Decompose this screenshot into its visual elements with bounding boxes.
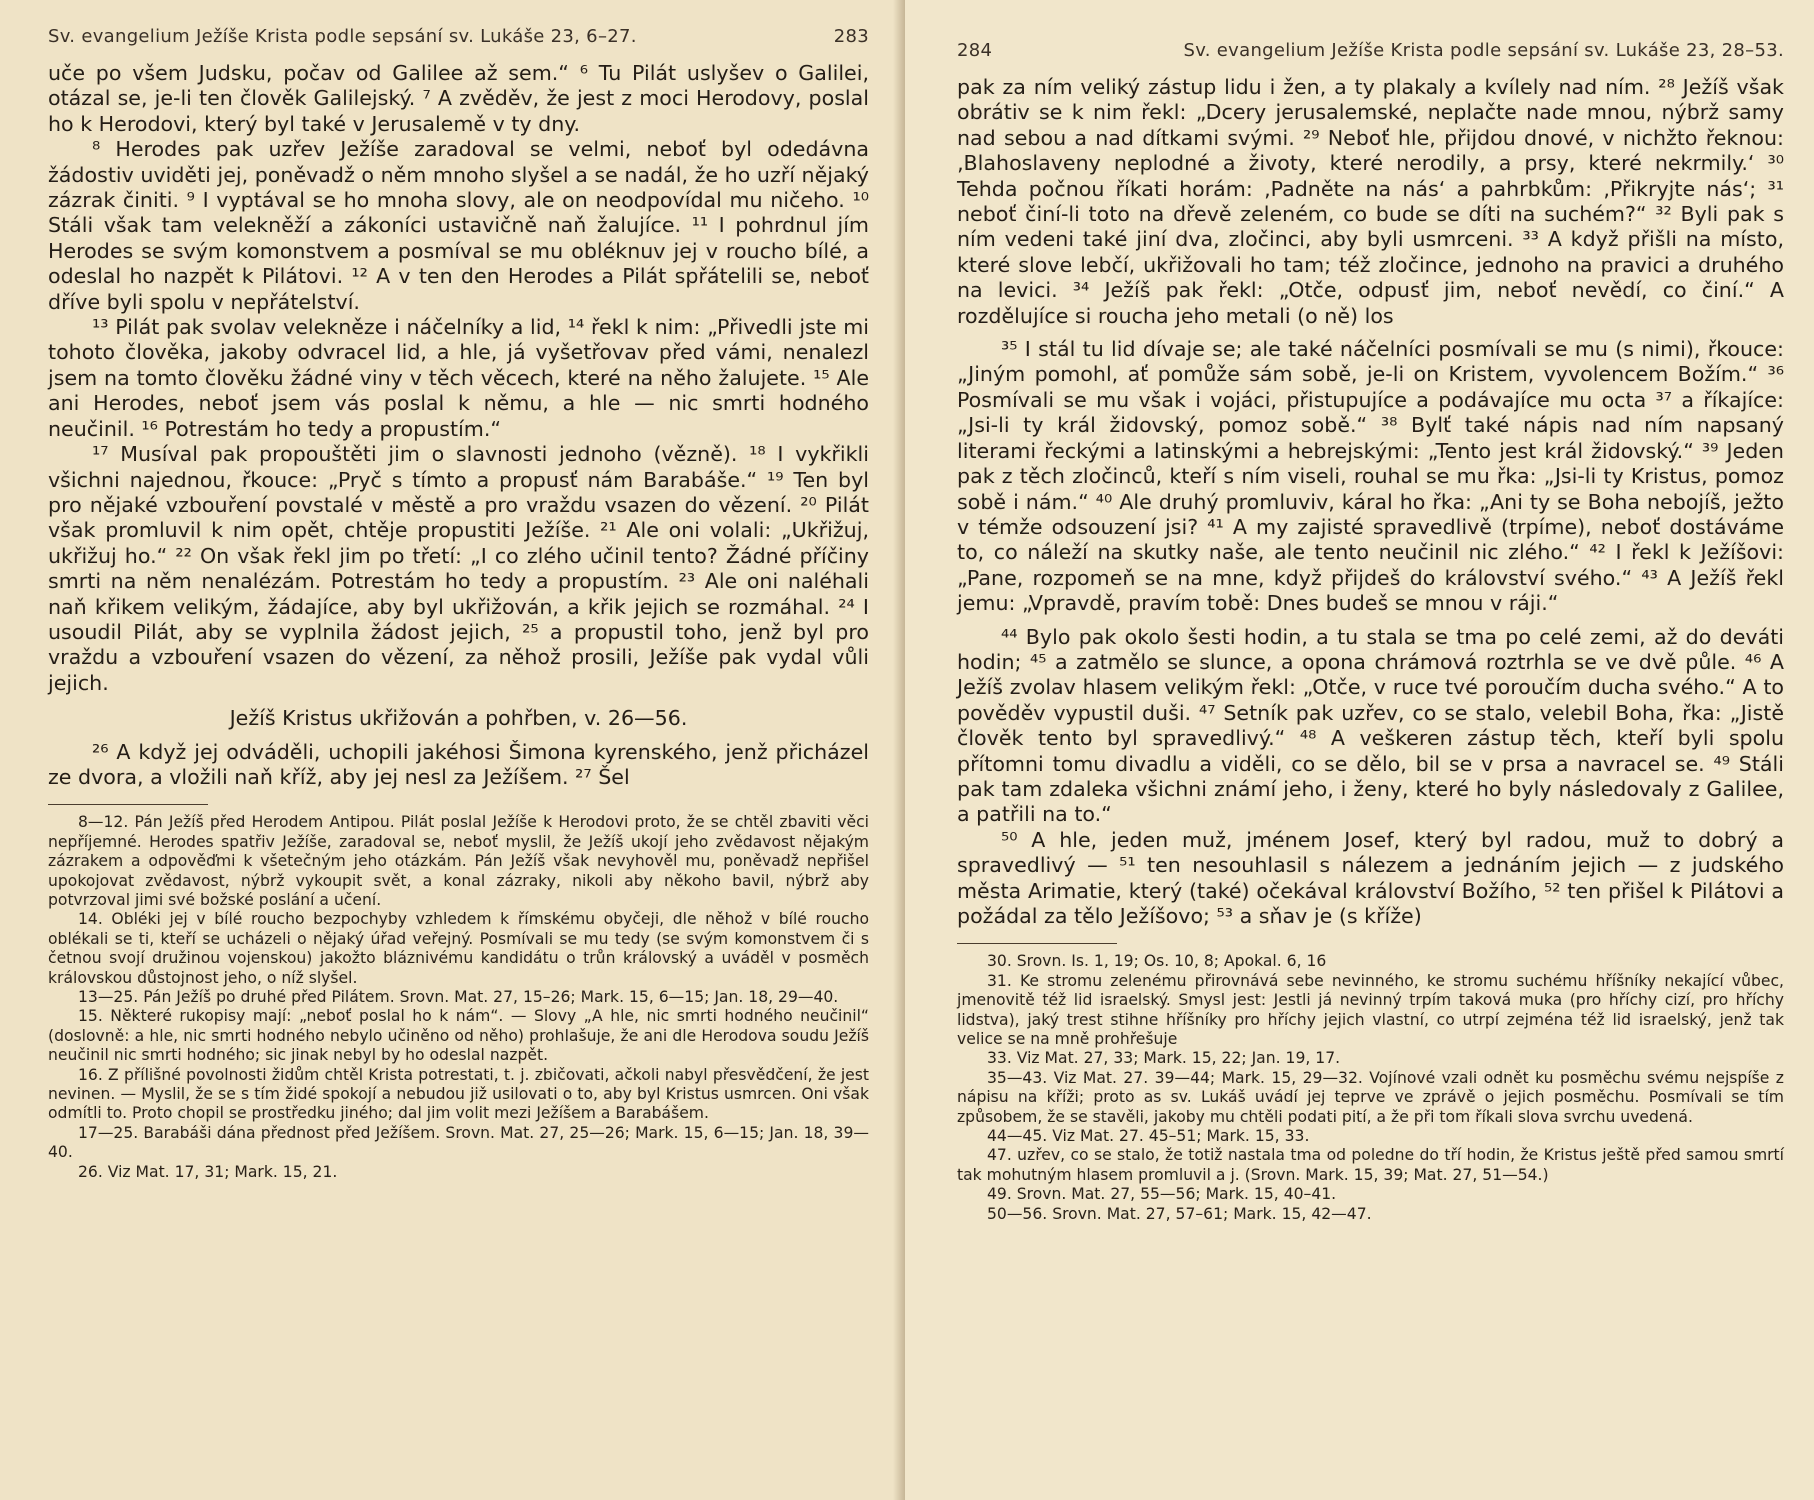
paragraph: ²⁶ A když jej odváděli, uchopili jakéhosi Šimona kyrenského, jenž přicházel ze dvora, a vložili naň kříž, aby jej nesl za Ježíšem. ²⁷ Šel [48, 739, 869, 789]
left-footnotes [48, 813, 869, 1182]
paragraph: pak za ním veliký zástup lidu i žen, a ty plakaly a kvílely nad ním. ²⁸ Ježíš však obrátiv se k nim řekl: „Dcery jerusalemské, neplačte nade mnou, nýbrž samy nad sebou a nad dítkami svými. ²⁹ Neboť hle, přijdou dnové, v nichžto řeknou: ‚Blahoslaveny neplodné a životy, které nerodily, a prsy, které nekrmily.‘ ³⁰ Tehda počnou říkati horám: ‚Padněte na nás‘ a pahrbkům: ‚Přikryjte nás‘; ³¹ neboť činí-li toto na dřevě zeleném, co bude se díti na suchém?“ ³² Byli pak s ním vedeni také jiní dva, zločinci, aby byli usmrceni. ³³ A když přišli na místo, které slove lebčí, ukřižovali ho tam; též zločince, jednoho na pravici a druhého na levici. ³⁴ Ježíš pak řekl: „Otče, odpusť jim, neboť nevědí, co činí.“ A rozdělujíce si roucha jeho metali (o ně) los [957, 75, 1784, 328]
right-running-head-title: Sv. evangelium Ježíše Krista podle sepsání sv. Lukáše 23, 28–53. [1183, 40, 1784, 61]
footnote: 17—25. Barabáši dána přednost před Ježíšem. Srovn. Mat. 27, 25—26; Mark. 15, 6—15; Jan. 18, 39—40. [48, 1123, 869, 1162]
footnote: 50—56. Srovn. Mat. 27, 57–61; Mark. 15, 42—47. [987, 1204, 1372, 1223]
paragraph: ¹⁷ Musíval pak propouštěti jim o slavnosti jednoho (vězně). ¹⁸ I vykřikli všichni najednou, řkouce: „Pryč s tímto a propusť nám Barabáše.“ ¹⁹ Ten byl pro nějaké vzbouření povstalé v městě a pro vraždu vsazen do vězení. ²⁰ Pilát však promluvil k nim opět, chtěje propustiti Ježíše. ²¹ Ale oni volali: „Ukřižuj, ukřižuj ho.“ ²² On však řekl jim po třetí: „I co zlého učinil tento? Žádné příčiny smrti na něm nenalézám. Potrestám ho tedy a propustím. ²³ Ale oni naléhali naň křikem velikým, žádajíce, aby byl ukřižován, a křik jejich se rozmáhal. ²⁴ I usoudil Pilát, aby se vyplnila žádost jejich, ²⁵ a propustil toho, jenž byl pro vraždu a vzbouření vsazen do vězení, za něhož prosili, Ježíše pak vydal vůli jejich. [48, 442, 869, 695]
right-page [905, 0, 1814, 1500]
right-footnotes [957, 952, 1784, 1224]
footnote: 30. Srovn. Is. 1, 19; Os. 10, 8; Apokal. 6, 16 [987, 952, 1327, 971]
footnote: 16. Z přílišné povolnosti židům chtěl Krista potrestati, t. j. zbičovati, ačkoli nabyl přesvědčení, že jest nevinen. — Myslil, že se s tím židé spokojí a nebudou již usilovati o to, aby byl Kristus usmrcen. Oni však odmítli to. Proto chopil se prostředku jiného; dal jim volit mezi Ježíšem a Barabášem. [48, 1065, 869, 1123]
footnote: 49. Srovn. Mat. 27, 55—56; Mark. 15, 40–41. [987, 1185, 1337, 1204]
section-title: Ježíš Kristus ukřižován a pohřben, v. 26—56. [229, 706, 688, 731]
right-page-number: 284 [957, 40, 993, 61]
footnote: 13—25. Pán Ježíš po druhé před Pilátem. Srovn. Mat. 27, 15–26; Mark. 15, 6—15; Jan. 18, 29—40. [78, 988, 839, 1007]
paragraph: ¹³ Pilát pak svolav velekněze i náčelníky a lid, ¹⁴ řekl k nim: „Přivedli jste mi tohoto člověka, jakoby odvracel lid, a hle, já vyšetřovav před vámi, nenalezl jsem na tomto člověku žádné viny v těch věcech, které na něho žalujete. ¹⁵ Ale ani Herodes, neboť jsem vás poslal k němu, a hle — nic smrti hodného neučinil. ¹⁶ Potrestám ho tedy a propustím.“ [48, 315, 869, 441]
footnote: 8—12. Pán Ježíš před Herodem Antipou. Pilát poslal Ježíše k Herodovi proto, že se chtěl zbaviti věci nepříjemné. Herodes spatřiv Ježíše, zaradoval se, neboť myslil, že Ježíš ukojí jeho zvědavost nějakým zázrakem a odpověďmi k všetečným jeho otázkám. Pán Ježíš však nevyhověl mu, poněvadž nepřišel upokojovat zvědavost, nýbrž vykoupit svět, a konal zázraky, nikoli aby někoho bavil, nýbrž aby potvrzoval jimi své božské poslání a učení. [48, 813, 869, 909]
left-page [0, 0, 905, 1500]
right-body-text [957, 75, 1784, 929]
paragraph: ⁴⁴ Bylo pak okolo šesti hodin, a tu stala se tma po celé zemi, až do deváti hodin; ⁴⁵ a zatmělo se slunce, a opona chrámová roztrhla se ve dvě půle. ⁴⁶ A Ježíš zvolav hlasem velikým řekl: „Otče, v ruce tvé poroučím ducha svého.“ A to pověděv vypustil duši. ⁴⁷ Setník pak uzřev, co se stalo, velebil Boha, řka: „Jistě člověk tento byl spravedlivý.“ ⁴⁸ A veškeren zástup těch, kteří byli spolu přítomni tomu divadlu a viděli, co se dělo, bil se v prsa a navracel se. ⁴⁹ Stáli pak tam zdaleka všichni známí jeho, i ženy, které ho byly následovaly z Galilee, a patřili na to.“ [957, 624, 1784, 827]
footnote: 14. Obléki jej v bílé roucho bezpochyby vzhledem k římskému obyčeji, dle něhož v bílé roucho oblékali se ti, kteří se ucházeli o nějaký úřad veřejný. Posmívali se mu tedy (se svým komonstvem či s četnou svojí družinou vojenskou) jakožto bláznivému kandidátu o trůn královský a uváděl v posměch královskou důstojnost jeho, o níž slyšel. [48, 910, 869, 987]
footnote: 35—43. Viz Mat. 27. 39—44; Mark. 15, 29—32. Vojínové vzali odnět ku posměchu svému nejspíše z nápisu na kříži; proto as sv. Lukáš uvádí jej teprve ve zprávě o jejich posměchu. Posmívali se tím způsobem, že se stavěli, jakoby mu chtěli podati pití, a že při tom říkali slova svrchu uvedená. [957, 1068, 1784, 1126]
paragraph: ⁵⁰ A hle, jeden muž, jménem Josef, který byl radou, muž to dobrý a spravedlivý — ⁵¹ ten nesouhlasil s nálezem a jednáním jejich — z judského města Arimatie, který (také) očekával království Božího, ⁵² ten přišel k Pilátovi a požádal za tělo Ježíšovo; ⁵³ a sňav je (s kříže) [957, 827, 1784, 928]
footnote: 31. Ke stromu zelenému přirovnává sebe nevinného, ke stromu suchému hříšníky nekající vůbec, jmenovitě též lid israelský. Smysl jest: Jestli já nevinný trpím taková muka (pro hříchy cizí, pro hříchy lidstva), jaký trest stihne hříšníky pro hříchy jejich vlastní, co utrpí zejména též lid israelský, jenž tak velice se na mně prohřešuje [957, 971, 1784, 1049]
left-running-head [48, 26, 869, 47]
footnote: 26. Viz Mat. 17, 31; Mark. 15, 21. [78, 1162, 338, 1181]
paragraph: ³⁵ I stál tu lid dívaje se; ale také náčelníci posmívali se mu (s nimi), řkouce: „Jiným pomohl, ať pomůže sám sobě, je-li on Kristem, vyvolencem Božím.“ ³⁶ Posmívali se mu však i vojáci, přistupujíce a podávajíce mu octa ³⁷ a říkajíce: „Jsi-li ty král židovský, pomoz sobě.“ ³⁸ Bylť také nápis nad ním napsaný literami řeckými a latinskými a hebrejskými: „Tento jest král židovský.“ ³⁹ Jeden pak z těch zločinců, kteří s ním viseli, rouhal se mu řka: „Jsi-li ty Kristus, pomoz sobě i nám.“ ⁴⁰ Ale druhý promluviv, káral ho řka: „Ani ty se Boha nebojíš, ježto v témže odsouzení jsi? ⁴¹ A my zajisté spravedlivě (trpíme), neboť dostáváme to, co náleží na skutky naše, ale tento neučinil nic zlého.“ ⁴² I řekl k Ježíšovi: „Pane, rozpomeň se na mne, když přijdeš do království svého.“ ⁴³ A Ježíš řekl jemu: „Vpravdě, pravím tobě: Dnes budeš se mnou v ráji.“ [957, 337, 1784, 616]
left-page-number: 283 [833, 26, 869, 47]
left-body-text [48, 61, 869, 790]
right-running-head [957, 40, 1784, 61]
footnote: 44—45. Viz Mat. 27. 45–51; Mark. 15, 33. [987, 1127, 1310, 1146]
footnote-divider [48, 804, 208, 805]
footnote: 47. uzřev, co se stalo, že totiž nastala tma od poledne do tří hodin, že Kristus ještě před samou smrtí tak mohutným hlasem promluvil a j. (Srovn. Mark. 15, 39; Mat. 27, 51—54.) [957, 1146, 1784, 1184]
footnote-divider [957, 943, 1117, 944]
left-running-head-title: Sv. evangelium Ježíše Krista podle sepsání sv. Lukáše 23, 6–27. [48, 26, 637, 47]
footnote: 15. Některé rukopisy mají: „neboť poslal ho k nám“. — Slovy „A hle, nic smrti hodného neučinil“ (doslovně: a hle, nic smrti hodného nebylo učiněno od něho) prohlašuje, že ani dle Herodova soudu Ježíš neučinil nic smrti hodného; sic jinak nebyl by ho odeslal nazpět. [48, 1007, 869, 1065]
paragraph: ⁸ Herodes pak uzřev Ježíše zaradoval se velmi, neboť byl odedávna žádostiv uviděti jej, poněvadž o něm mnoho slyšel a se nadál, že ho uzří nějaký zázrak činiti. ⁹ I vyptával se ho mnoha slovy, ale on neodpovídal mu ničeho. ¹⁰ Stáli však tam velekněží a zákoníci ustavičně naň žalujíce. ¹¹ I pohrdnul jím Herodes se svým komonstvem a posmíval se mu obléknuv jej v roucho bílé, a odeslal ho nazpět k Pilátovi. ¹² A v ten den Herodes a Pilát spřátelili se, neboť dříve byli spolu v nepřátelství. [48, 137, 869, 314]
footnote: 33. Viz Mat. 27, 33; Mark. 15, 22; Jan. 19, 17. [987, 1049, 1341, 1068]
paragraph: uče po všem Judsku, počav od Galilee až sem.“ ⁶ Tu Pilát uslyšev o Galilei, otázal se, je-li ten člověk Galilejský. ⁷ A zvěděv, že jest z moci Herodovy, poslal ho k Herodovi, který byl také v Jerusalemě v ty dny. [48, 61, 869, 136]
